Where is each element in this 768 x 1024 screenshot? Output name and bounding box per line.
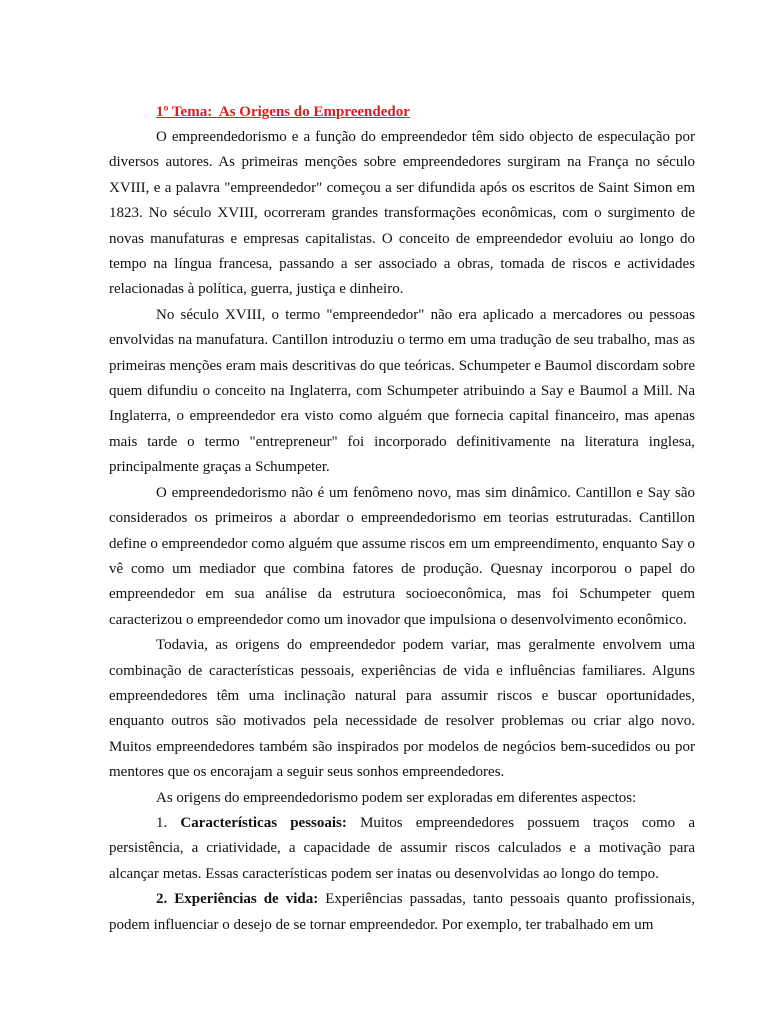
paragraph-5: As origens do empreendedorismo podem ser exploradas em diferentes aspectos: [156,789,637,806]
list-item-2 [109,887,695,938]
list-item-heading: Experiências de vida: [174,891,319,908]
list-item-number: 2. [156,891,168,908]
document-body [109,100,695,938]
paragraph-1: O empreendedorismo e a função do empreendedor têm sido objecto de especulação por diversos autores. As primeiras menções sobre empreendedores surgiram na França no século XVIII, e a palavra "empreendedor" começou a ser difundida após os escritos de Saint Simon em 1823. No século XVIII, ocorreram grandes transformações econômicas, com o surgimento de novas manufaturas e empresas capitalistas. O conceito de empreendedor evoluiu ao longo do tempo na língua francesa, passando a ser associado a obras, tomada de riscos e actividades relacionadas à política, guerra, justiça e dinheiro. [109,129,695,298]
paragraph-2: No século XVIII, o termo "empreendedor" não era aplicado a mercadores ou pessoas envolvidas na manufatura. Cantillon introduziu o termo em uma tradução de seu trabalho, mas as primeiras menções eram mais descritivas do que teóricas. Schumpeter e Baumol discordam sobre quem difundiu o conceito na Inglaterra, com Schumpeter atribuindo a Say e Baumol a Mill. Na Inglaterra, o empreendedor era visto como alguém que fornecia capital financeiro, mas apenas mais tarde o termo "entrepreneur" foi incorporado definitivamente na literatura inglesa, principalmente graças a Schumpeter. [109,306,695,476]
list-item-text: Muitos empreendedores possuem traços como a persistência, a criatividade, a capacidade de assumir riscos calculados e a motivação para alcançar metas. Essas características podem ser inatas ou desenvolvidas ao longo do tempo. [109,814,696,882]
list-item-heading: Características pessoais: [180,814,347,831]
list-item-1 [109,811,695,887]
paragraph-4: Todavia, as origens do empreendedor podem variar, mas geralmente envolvem uma combinação de características pessoais, experiências de vida e influências familiares. Alguns empreendedores têm uma inclinação natural para assumir riscos e buscar oportunidades, enquanto outros são motivados pela necessidade de resolver problemas ou criar algo novo. Muitos empreendedores também são inspirados por modelos de negócios bem-sucedidos ou por mentores que os encorajam a seguir seus sonhos empreendedores. [109,637,695,781]
section-title: 1º Tema: As Origens do Empreendedor [156,104,410,120]
paragraph-3: O empreendedorismo não é um fenômeno novo, mas sim dinâmico. Cantillon e Say são considerados os primeiros a abordar o empreendedorismo em teorias estruturadas. Cantillon define o empreendedor como alguém que assume riscos em um empreendimento, enquanto Say o vê como um mediador que combina fatores de produção. Quesnay incorporou o papel do empreendedor em sua análise da estrutura socioeconômica, mas foi Schumpeter quem caracterizou o empreendedor como um inovador que impulsiona o desenvolvimento econômico. [109,484,695,628]
list-item-number: 1. [156,814,168,831]
list-item-text: Experiências passadas, tanto pessoais quanto profissionais, podem influenciar o desejo de se tornar empreendedor. Por exemplo, ter trabalhado em um [109,891,696,933]
